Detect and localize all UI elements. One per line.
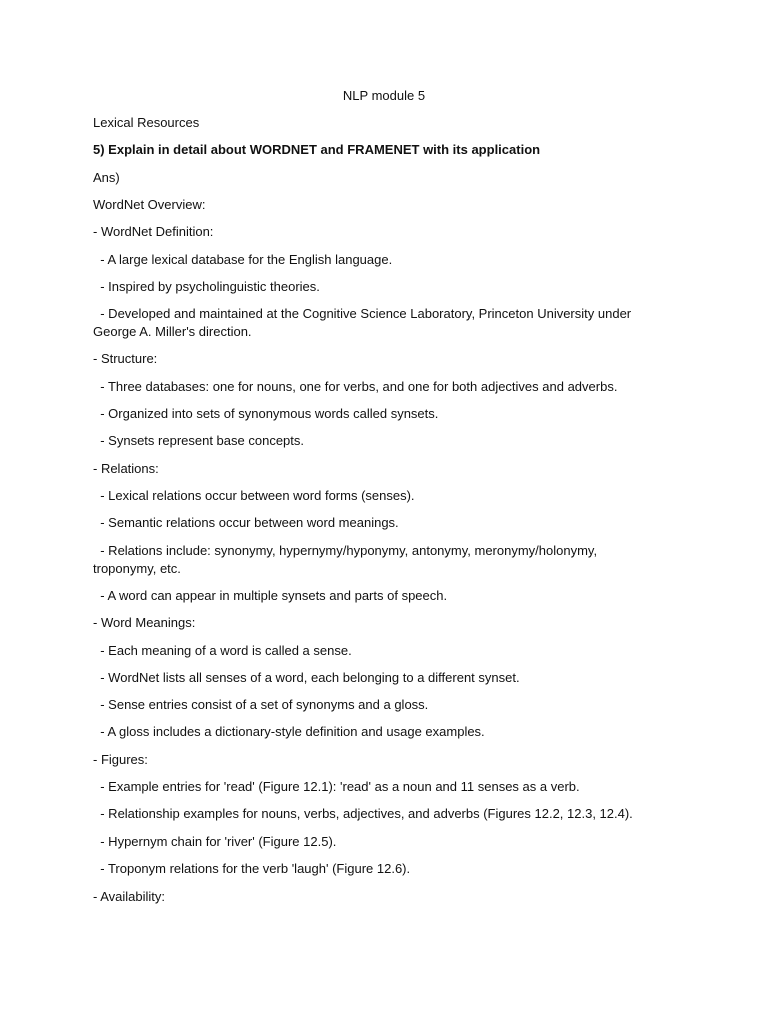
list-item: - Inspired by psycholinguistic theories.: [93, 279, 320, 294]
list-item: - WordNet lists all senses of a word, each belonging to a different synset.: [93, 670, 520, 685]
list-item: - Each meaning of a word is called a sense.: [93, 643, 352, 658]
section-heading: Lexical Resources: [93, 115, 200, 130]
list-item: - Organized into sets of synonymous words called synsets.: [93, 406, 439, 421]
list-item: - Hypernym chain for 'river' (Figure 12.5).: [93, 834, 337, 849]
list-item: - A word can appear in multiple synsets and parts of speech.: [93, 588, 448, 603]
list-item: - Lexical relations occur between word forms (senses).: [93, 488, 415, 503]
list-item: - Developed and maintained at the Cognitive Science Laboratory, Princeton University under: [93, 306, 632, 321]
definition-heading: - WordNet Definition:: [93, 224, 214, 239]
list-item: - A gloss includes a dictionary-style definition and usage examples.: [93, 724, 485, 739]
list-item: - A large lexical database for the English language.: [93, 252, 393, 267]
list-item-continuation: troponymy, etc.: [93, 561, 181, 576]
list-item: - Example entries for 'read' (Figure 12.1): 'read' as a noun and 11 senses as a verb.: [93, 779, 580, 794]
list-item: - Three databases: one for nouns, one for verbs, and one for both adjectives and adverbs.: [93, 379, 618, 394]
list-item: - Synsets represent base concepts.: [93, 433, 305, 448]
meanings-heading: - Word Meanings:: [93, 615, 196, 630]
structure-heading: - Structure:: [93, 351, 158, 366]
list-item: - Semantic relations occur between word meanings.: [93, 515, 399, 530]
list-item: - Relationship examples for nouns, verbs, adjectives, and adverbs (Figures 12.2, 12.3, 12.4).: [93, 806, 633, 821]
figures-heading: - Figures:: [93, 752, 148, 767]
list-item-continuation: George A. Miller's direction.: [93, 324, 252, 339]
list-item: - Relations include: synonymy, hypernymy/hyponymy, antonymy, meronymy/holonymy,: [93, 543, 598, 558]
list-item: - Sense entries consist of a set of synonyms and a gloss.: [93, 697, 429, 712]
page-title: NLP module 5: [342, 88, 426, 103]
relations-heading: - Relations:: [93, 461, 159, 476]
overview-heading: WordNet Overview:: [93, 197, 206, 212]
question-heading: 5) Explain in detail about WORDNET and FRAMENET with its application: [93, 142, 541, 157]
availability-heading: - Availability:: [93, 889, 166, 904]
list-item: - Troponym relations for the verb 'laugh' (Figure 12.6).: [93, 861, 411, 876]
answer-label: Ans): [93, 170, 120, 185]
